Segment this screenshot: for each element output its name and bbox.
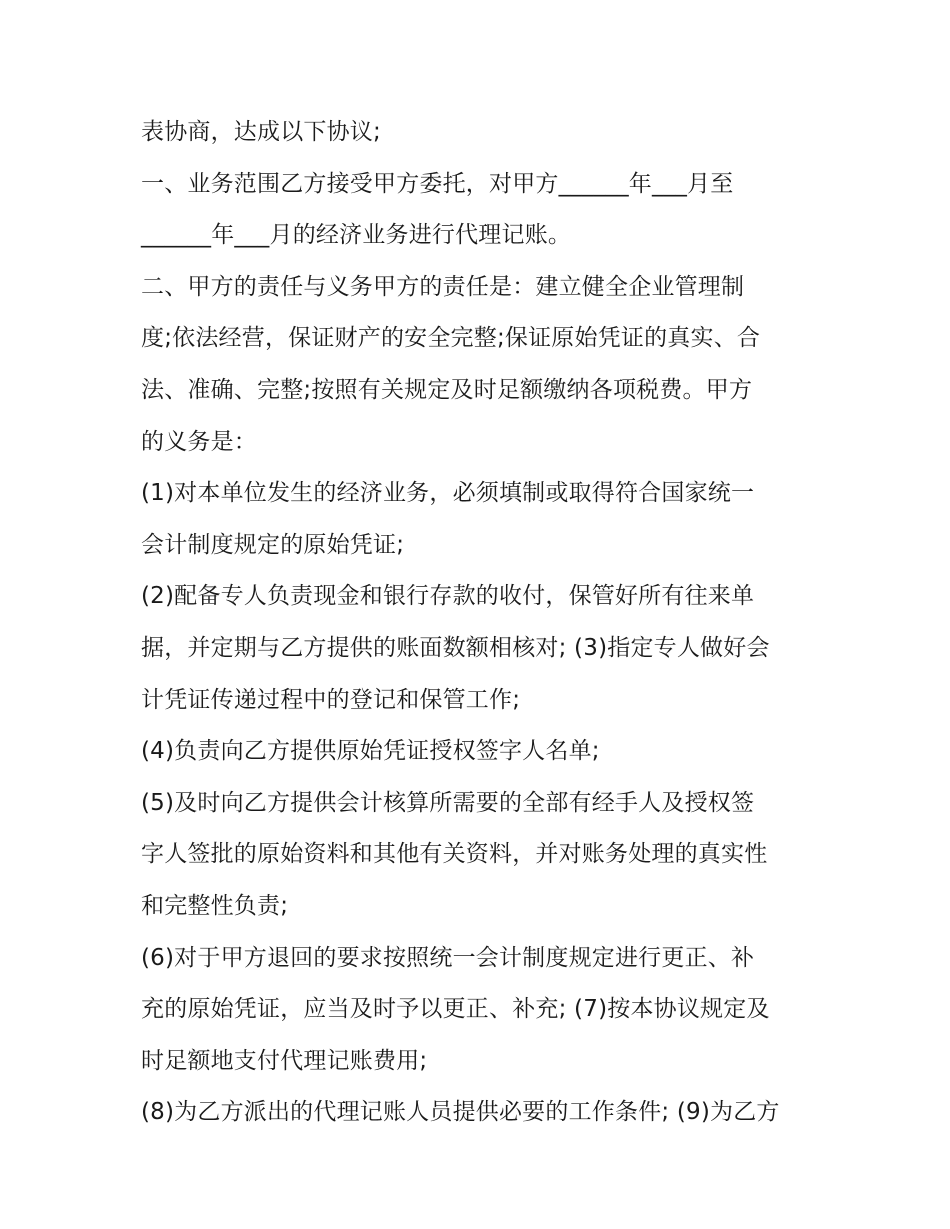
text-line: 二、甲方的责任与义务甲方的责任是：建立健全企业管理制 xyxy=(141,273,745,300)
text-line: 充的原始凭证，应当及时予以更正、补充; (7)按本协议规定及 xyxy=(141,996,770,1023)
text-line: 表协商，达成以下协议; xyxy=(141,119,381,145)
text-line: 度;依法经营，保证财产的安全完整;保证原始凭证的真实、合 xyxy=(141,325,761,352)
document-body xyxy=(141,107,821,1139)
text-line: (1)对本单位发生的经济业务，必须填制或取得符合国家统一 xyxy=(141,480,755,507)
text-line: 法、准确、完整;按照有关规定及时足额缴纳各项税费。甲方 xyxy=(141,376,753,403)
text-line: 一、业务范围乙方接受甲方委托，对甲方______年___月至 xyxy=(141,170,734,197)
text-line: 字人签批的原始资料和其他有关资料，并对账务处理的真实性 xyxy=(141,841,768,868)
text-line: 和完整性负责; xyxy=(141,892,289,919)
text-line: ______年___月的经济业务进行代理记账。 xyxy=(141,222,572,249)
text-line: 的义务是： xyxy=(141,428,257,455)
text-line: (5)及时向乙方提供会计核算所需要的全部有经手人及授权签 xyxy=(141,789,755,816)
text-line: (4)负责向乙方提供原始凭证授权签字人名单; xyxy=(141,738,600,765)
text-line: (6)对于甲方退回的要求按照统一会计制度规定进行更正、补 xyxy=(141,944,755,971)
text-line: 据，并定期与乙方提供的账面数额相核对; (3)指定专人做好会 xyxy=(141,634,770,661)
text-line: 计凭证传递过程中的登记和保管工作; xyxy=(141,686,521,713)
text-line: (8)为乙方派出的代理记账人员提供必要的工作条件; (9)为乙方 xyxy=(141,1099,780,1126)
text-line: 时足额地支付代理记账费用; xyxy=(141,1047,428,1074)
text-line: (2)配备专人负责现金和银行存款的收付，保管好所有往来单 xyxy=(141,583,755,610)
text-line: 会计制度规定的原始凭证; xyxy=(141,531,405,558)
